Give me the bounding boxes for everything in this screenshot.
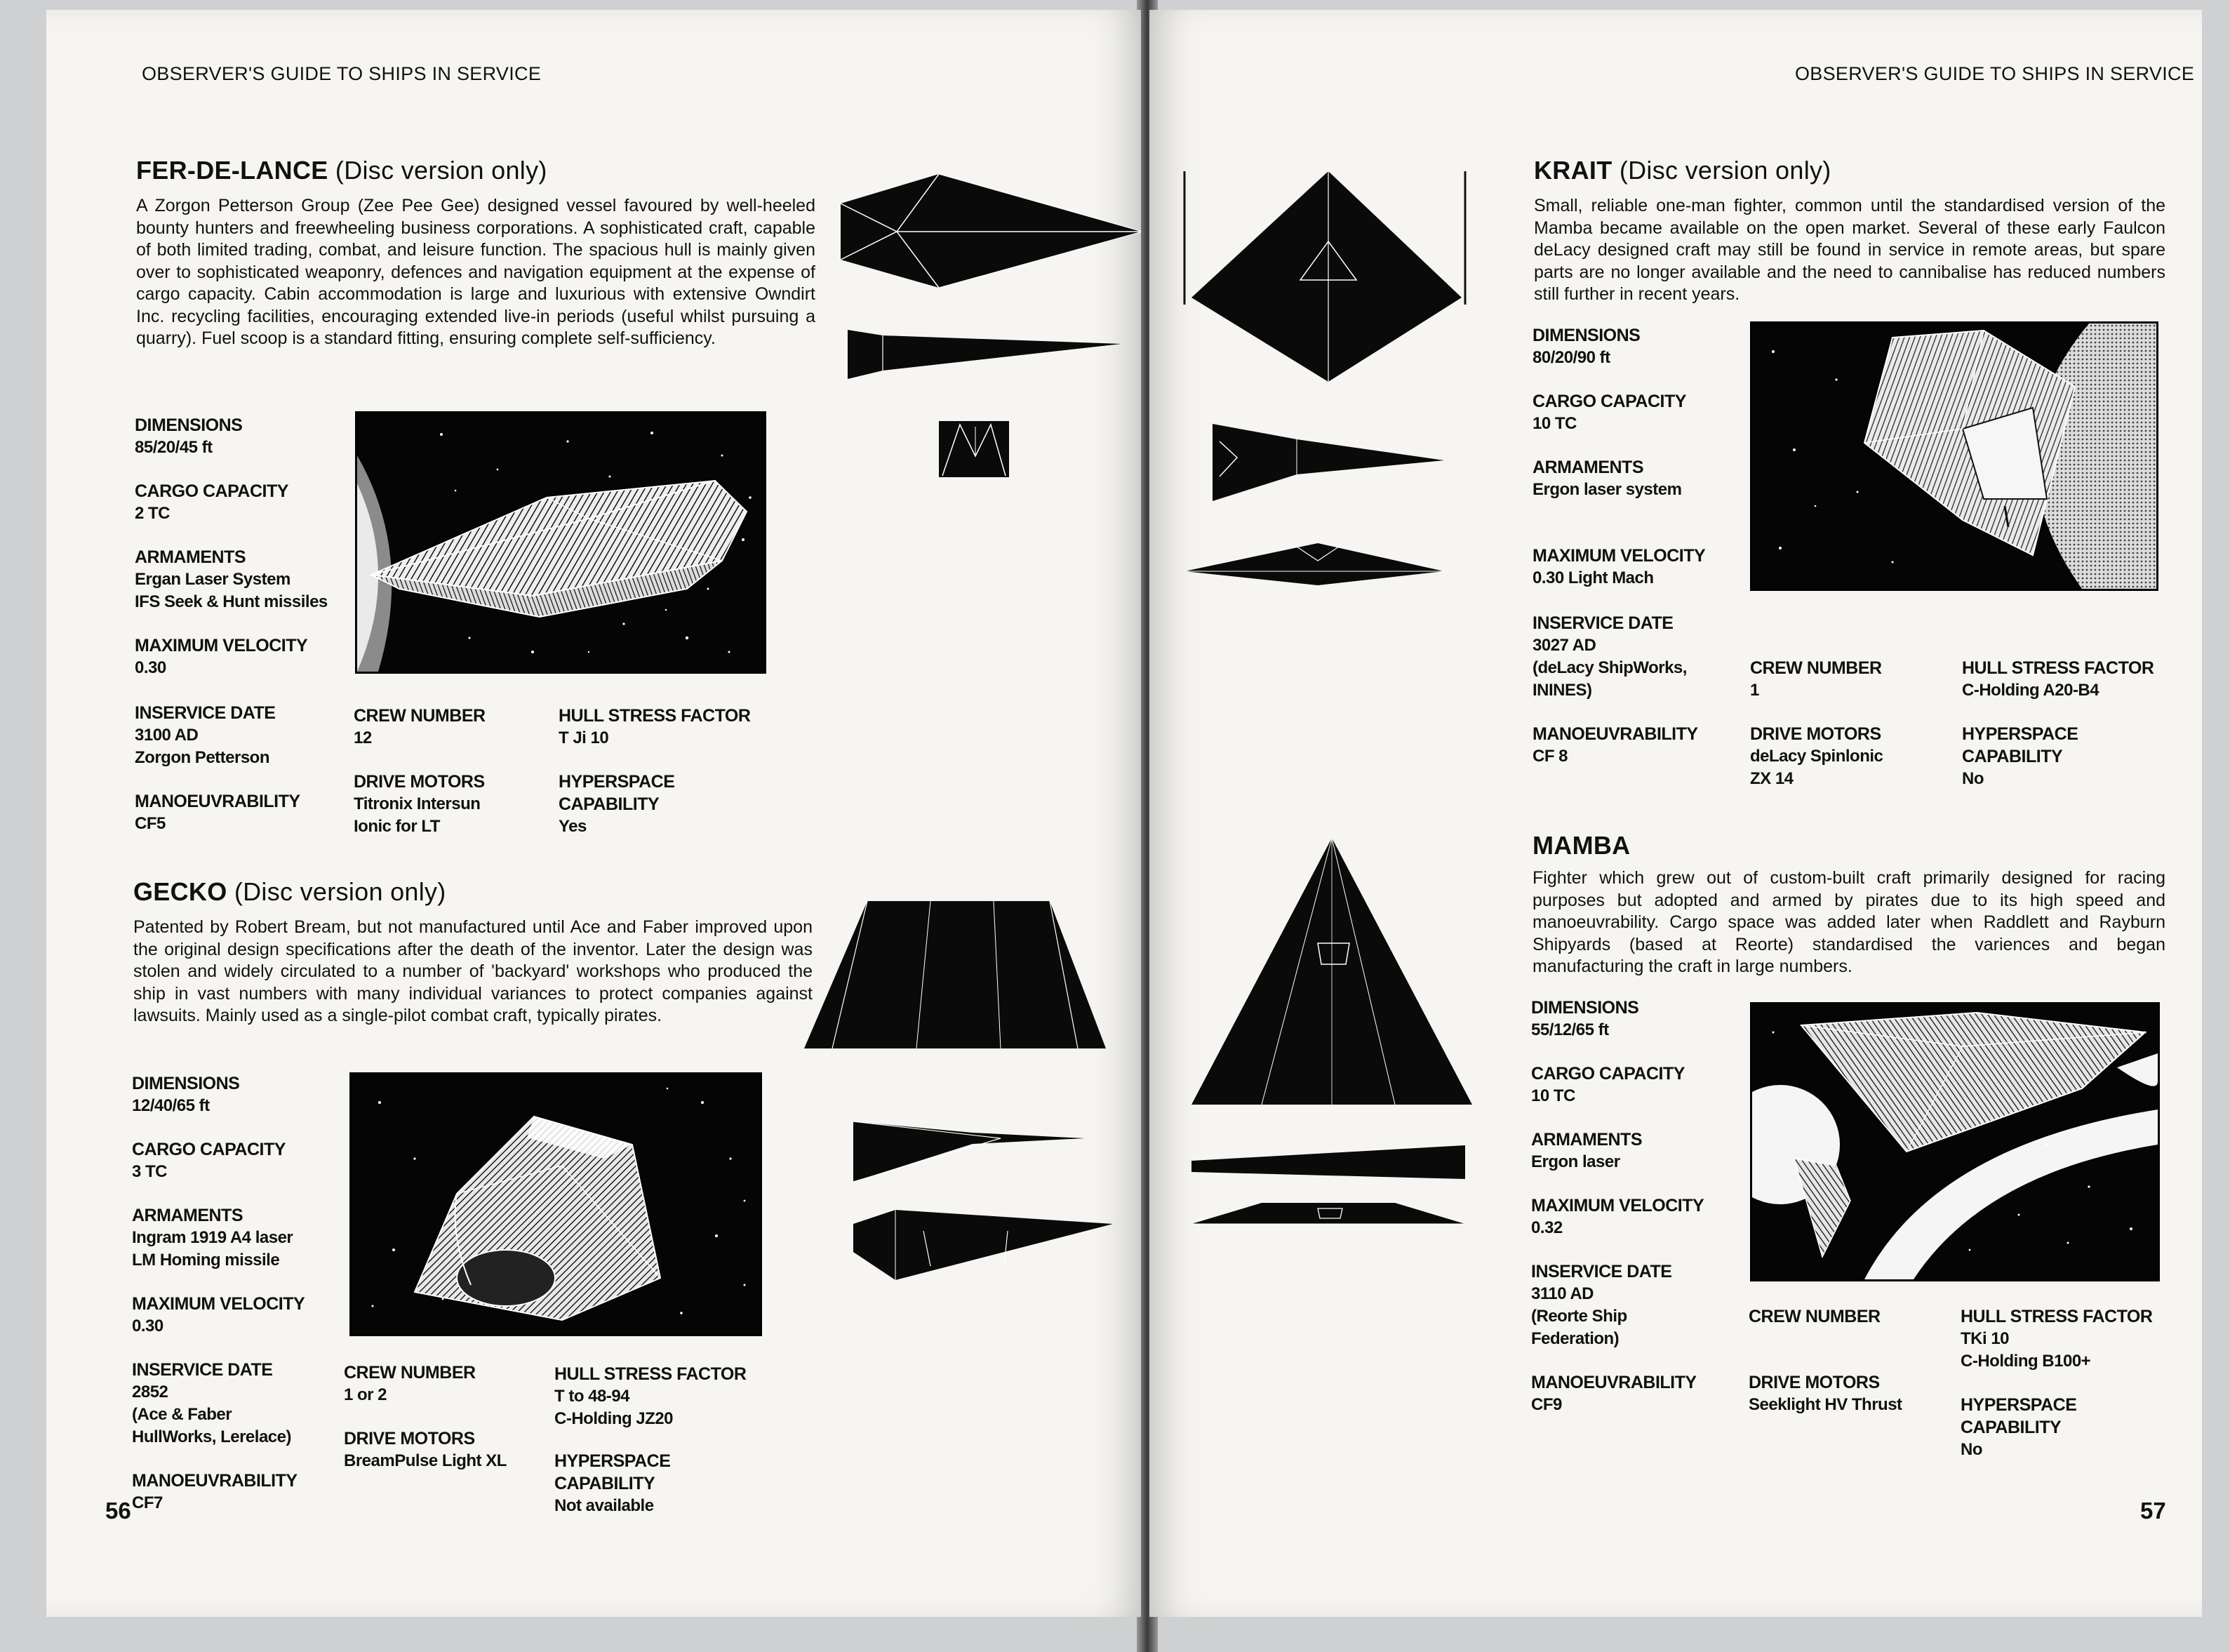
- page-number-left: 56: [105, 1498, 131, 1524]
- gecko-crew: CREW NUMBER 1 or 2: [344, 1363, 476, 1404]
- starfield: [1752, 324, 2156, 589]
- ship-variant: (Disc version only): [335, 156, 547, 185]
- mamba-inservice-date: INSERVICE DATE 3110 AD (Reorte Ship Federation): [1531, 1262, 1672, 1348]
- fer-de-lance-crew: CREW NUMBER 12: [354, 706, 486, 747]
- krait-dimensions: DIMENSIONS 80/20/90 ft: [1533, 326, 1641, 367]
- ship-name: FER-DE-LANCE: [136, 156, 328, 185]
- mamba-crew: CREW NUMBER: [1749, 1307, 1881, 1326]
- mamba-description: Fighter which grew out of custom-built craft primarily designed for racing purposes but adopted and armed by pirates due to its high speed and manoeuvrability. Cargo space was added later when Raddlett and Rayburn Shipyards (based at Reorte) standardised the variences and began manufacturing the craft in large numbers.: [1533, 868, 2165, 976]
- gecko-armaments: ARMAMENTS Ingram 1919 A4 laser LM Homing missile: [132, 1206, 293, 1270]
- fer-de-lance-top-view: [841, 174, 1141, 288]
- krait-crew: CREW NUMBER 1: [1750, 658, 1882, 700]
- gecko-side-view: [853, 1121, 1085, 1182]
- ship-name: GECKO: [133, 877, 227, 906]
- krait-front-view: [1184, 171, 1465, 382]
- fer-de-lance-description: A Zorgon Petterson Group (Zee Pee Gee) designed vessel favoured by well-heeled bounty hunters and freewheeling business corporations. A sophisticated craft, capable of both limited trading, combat, and leisure function. The spacious hull is mainly given over to sophisticated weaponry, defences and navigation equipment at the expense of cargo capacity. Cabin accommodation is large and luxurious with extensive Owndirt Inc. recycling facilities, encouraging extended live-in periods (useful whilst pursuing a quarry). Fuel scoop is a standard fitting, ensuring complete self-sufficiency.: [136, 196, 815, 348]
- gecko-dimensions: DIMENSIONS 12/40/65 ft: [132, 1074, 240, 1115]
- gecko-drive: DRIVE MOTORS BreamPulse Light XL: [344, 1429, 507, 1470]
- ship-variant: (Disc version only): [1619, 156, 1831, 185]
- ship-name: MAMBA: [1533, 831, 1631, 860]
- fer-de-lance-inservice-date: INSERVICE DATE 3100 AD Zorgon Petterson: [135, 703, 276, 767]
- starfield: [357, 413, 764, 672]
- gecko-hull: HULL STRESS FACTOR T to 48-94 C-Holding JZ20: [554, 1364, 747, 1428]
- right-page: [1149, 10, 2202, 1617]
- krait-top-view: [1184, 543, 1444, 585]
- krait-hull: HULL STRESS FACTOR C-Holding A20-B4: [1962, 658, 2154, 700]
- mamba-dimensions: DIMENSIONS 55/12/65 ft: [1531, 998, 1639, 1039]
- fer-de-lance-side-view: [848, 330, 1121, 379]
- mamba-side-view: [1191, 1145, 1465, 1179]
- gecko-title: [133, 877, 446, 907]
- gecko-inservice-date: INSERVICE DATE 2852 (Ace & Faber HullWorks, Lerelace): [132, 1360, 291, 1446]
- krait-manoeuvrability: MANOEUVRABILITY CF 8: [1533, 724, 1698, 766]
- krait-illustration: [1750, 321, 2158, 591]
- fer-de-lance-illustration: [355, 411, 766, 674]
- krait-description: Small, reliable one-man fighter, common until the standardised version of the Mamba became available on the open market. Several of these early Faulcon deLacy designed craft may still be found in service in remote areas, but spare parts are no longer available and the need to cannibalise has reduced numbers still further in recent years.: [1534, 196, 2165, 304]
- starfield: [1752, 1004, 2158, 1279]
- mamba-hyperspace: HYPERSPACE CAPABILITY No: [1961, 1395, 2077, 1459]
- gecko-manoeuvrability: MANOEUVRABILITY CF7: [132, 1471, 298, 1512]
- fer-de-lance-manoeuvrability: MANOEUVRABILITY CF5: [135, 792, 300, 833]
- gecko-silhouettes: [790, 887, 1141, 1294]
- mamba-top-view: [1191, 1203, 1465, 1224]
- krait-title: [1534, 156, 1831, 185]
- gecko-hyperspace: HYPERSPACE CAPABILITY Not available: [554, 1451, 671, 1515]
- mamba-title: [1533, 831, 1630, 860]
- mamba-cargo: CARGO CAPACITY 10 TC: [1531, 1064, 1685, 1105]
- mamba-manoeuvrability: MANOEUVRABILITY CF9: [1531, 1373, 1697, 1414]
- fer-de-lance-front-view: [939, 421, 1009, 477]
- fer-de-lance-dimensions: DIMENSIONS 85/20/45 ft: [135, 415, 243, 457]
- mamba-armaments: ARMAMENTS Ergon laser: [1531, 1130, 1642, 1171]
- running-head: OBSERVER'S GUIDE TO SHIPS IN SERVICE: [1795, 63, 2195, 84]
- fer-de-lance-hull: HULL STRESS FACTOR T Ji 10: [559, 706, 751, 747]
- gecko-max-velocity: MAXIMUM VELOCITY 0.30: [132, 1294, 305, 1335]
- mamba-silhouettes: [1184, 831, 1479, 1280]
- gecko-cargo: CARGO CAPACITY 3 TC: [132, 1140, 286, 1181]
- fer-de-lance-hyperspace: HYPERSPACE CAPABILITY Yes: [559, 772, 675, 836]
- krait-max-velocity: MAXIMUM VELOCITY 0.30 Light Mach: [1533, 546, 1706, 587]
- fer-de-lance-title: [136, 156, 547, 185]
- krait-hyperspace: HYPERSPACE CAPABILITY No: [1962, 724, 2078, 788]
- krait-silhouettes: [1177, 164, 1472, 627]
- krait-cargo: CARGO CAPACITY 10 TC: [1533, 392, 1686, 433]
- mamba-hull: HULL STRESS FACTOR TKi 10 C-Holding B100+: [1961, 1307, 2153, 1371]
- mamba-max-velocity: MAXIMUM VELOCITY 0.32: [1531, 1196, 1704, 1237]
- fer-de-lance-max-velocity: MAXIMUM VELOCITY 0.30: [135, 636, 308, 677]
- page-number-right: 57: [2140, 1498, 2166, 1524]
- fer-de-lance-cargo: CARGO CAPACITY 2 TC: [135, 481, 288, 523]
- mamba-illustration: [1750, 1002, 2160, 1281]
- gecko-top-view: [853, 1210, 1113, 1280]
- ship-variant: (Disc version only): [234, 877, 446, 906]
- gecko-illustration: [349, 1072, 762, 1336]
- krait-side-view: [1213, 424, 1444, 501]
- fer-de-lance-silhouettes: [792, 161, 1141, 498]
- krait-drive: DRIVE MOTORS deLacy Spinlonic ZX 14: [1750, 724, 1883, 788]
- fer-de-lance-armaments: ARMAMENTS Ergan Laser System IFS Seek & Hunt missiles: [135, 547, 328, 611]
- running-head: OBSERVER'S GUIDE TO SHIPS IN SERVICE: [142, 63, 542, 84]
- left-page: [46, 10, 1141, 1617]
- mamba-front-view: [1191, 838, 1472, 1105]
- gecko-description: Patented by Robert Bream, but not manufactured until Ace and Faber improved upon the original design specifications after the death of the inventor. Later the design was stolen and widely circulated to a number of 'backyard' workshops who produced the ship in vast numbers with many individual variances to protect companies against lawsuits. Mainly used as a single-pilot combat craft, typically pirates.: [133, 917, 813, 1025]
- fer-de-lance-drive: DRIVE MOTORS Titronix Intersun Ionic for LT: [354, 772, 485, 836]
- ship-name: KRAIT: [1534, 156, 1613, 185]
- mamba-drive: DRIVE MOTORS Seeklight HV Thrust: [1749, 1373, 1902, 1414]
- gecko-front-view: [804, 901, 1106, 1048]
- krait-inservice-date: INSERVICE DATE 3027 AD (deLacy ShipWorks, ININES): [1533, 613, 1687, 700]
- starfield: [352, 1074, 760, 1334]
- krait-armaments: ARMAMENTS Ergon laser system: [1533, 458, 1682, 499]
